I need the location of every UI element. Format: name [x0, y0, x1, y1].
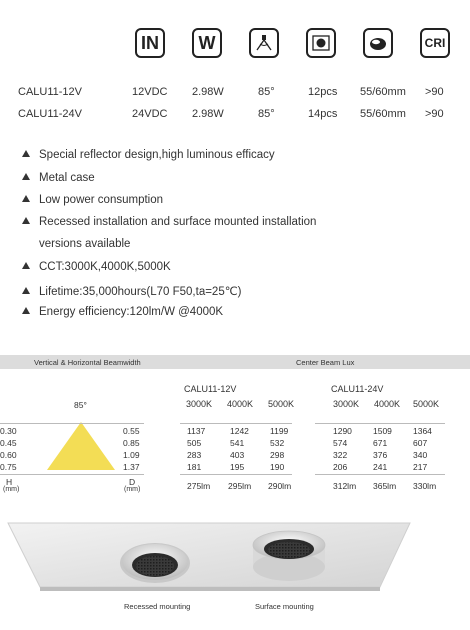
feature-item: Metal case [22, 172, 95, 184]
bullet-triangle-icon [22, 307, 30, 314]
beam-angle-label: 85° [74, 400, 87, 410]
beamwidth-header: Vertical & Horizontal Beamwidth [34, 358, 141, 367]
bullet-triangle-icon [22, 173, 30, 180]
surface-fixture-icon [253, 531, 325, 581]
lux-value: 283 [187, 450, 202, 460]
spec-row [0, 86, 470, 102]
lux-value: 195 [230, 462, 245, 472]
lux-value: 1242 [230, 426, 249, 436]
lumen-value: 330lm [413, 481, 437, 491]
lux-value: 322 [333, 450, 348, 460]
lux-value: 574 [333, 438, 348, 448]
h-value: 0.75 [0, 462, 17, 472]
h-value: 0.45 [0, 438, 17, 448]
lux-value: 1199 [270, 426, 289, 436]
row-divider [180, 474, 292, 475]
bullet-triangle-icon [22, 262, 30, 269]
d-value: 1.37 [123, 462, 140, 472]
d-label: D [129, 477, 136, 487]
row-divider [0, 423, 144, 424]
feature-item: Recessed installation and surface mounted installation [22, 216, 316, 228]
recessed-fixture-icon [120, 543, 190, 583]
beam-angle-icon [249, 28, 279, 58]
spec-model: CALU11-24V [18, 108, 82, 120]
cri-icon: CRI [420, 28, 450, 58]
lumen-value: 275lm [187, 481, 211, 491]
spec-leds: 12pcs [308, 86, 338, 98]
row-divider [0, 474, 144, 475]
spec-angle: 85° [258, 108, 275, 120]
feature-item: CCT:3000K,4000K,5000K [22, 261, 171, 273]
spec-power: 2.98W [192, 108, 224, 120]
lux-value: 505 [187, 438, 202, 448]
lumen-value: 312lm [333, 481, 357, 491]
row-divider [180, 423, 292, 424]
spec-cri: >90 [425, 108, 444, 120]
beam-table-header-band [0, 355, 470, 369]
center-lux-header: Center Beam Lux [296, 358, 355, 367]
d-value: 0.85 [123, 438, 140, 448]
cct-icon [363, 28, 393, 58]
lux-value: 190 [270, 462, 285, 472]
feature-item: Energy efficiency:120lm/W @4000K [22, 306, 223, 318]
spec-power: 2.98W [192, 86, 224, 98]
spec-cri: >90 [425, 86, 444, 98]
cct-header: 3000K [333, 399, 360, 409]
lux-value: 1290 [333, 426, 352, 436]
spec-voltage: 24VDC [132, 108, 168, 120]
in-icon: IN [135, 28, 165, 58]
h-unit: (mm) [3, 486, 20, 493]
row-divider [315, 423, 445, 424]
feature-item-continuation: versions available [39, 238, 131, 250]
bullet-triangle-icon [22, 217, 30, 224]
spec-angle: 85° [258, 86, 275, 98]
spec-model: CALU11-12V [18, 86, 82, 98]
lux-value: 181 [187, 462, 202, 472]
bullet-triangle-icon [22, 195, 30, 202]
d-unit: (mm) [124, 486, 141, 493]
h-label: H [6, 477, 13, 487]
h-value: 0.60 [0, 450, 17, 460]
bullet-triangle-icon [22, 150, 30, 157]
lux-value: 532 [270, 438, 285, 448]
lux-value: 1137 [187, 426, 206, 436]
spec-leds: 14pcs [308, 108, 338, 120]
group-model-label: CALU11-12V [184, 384, 237, 394]
spec-size: 55/60mm [360, 86, 406, 98]
feature-item: Low power consumption [22, 194, 163, 206]
h-value: 0.30 [0, 426, 17, 436]
spec-size: 55/60mm [360, 108, 406, 120]
row-divider [315, 474, 445, 475]
cct-header: 5000K [413, 399, 440, 409]
feature-item: Lifetime:35,000hours(L70 F50,ta=25℃) [22, 284, 241, 298]
lux-value: 1509 [373, 426, 392, 436]
led-chip-icon [306, 28, 336, 58]
lumen-value: 295lm [228, 481, 252, 491]
mounting-illustration [0, 505, 470, 630]
lux-value: 1364 [413, 426, 432, 436]
lux-value: 541 [230, 438, 245, 448]
lux-value: 298 [270, 450, 285, 460]
recessed-mounting-label: Recessed mounting [124, 602, 191, 611]
lux-value: 241 [373, 462, 388, 472]
d-value: 0.55 [123, 426, 140, 436]
watt-icon: W [192, 28, 222, 58]
feature-item: Special reflector design,high luminous efficacy [22, 149, 275, 161]
cct-header: 3000K [186, 399, 213, 409]
lux-value: 403 [230, 450, 245, 460]
lumen-value: 290lm [268, 481, 292, 491]
lux-value: 340 [413, 450, 428, 460]
cct-header: 4000K [227, 399, 254, 409]
lumen-value: 365lm [373, 481, 397, 491]
spec-row [0, 108, 470, 124]
lux-value: 607 [413, 438, 428, 448]
cct-header: 5000K [268, 399, 295, 409]
lux-value: 376 [373, 450, 388, 460]
bullet-triangle-icon [22, 287, 30, 294]
lux-value: 217 [413, 462, 428, 472]
lux-value: 206 [333, 462, 348, 472]
lux-value: 671 [373, 438, 388, 448]
d-value: 1.09 [123, 450, 140, 460]
group-model-label: CALU11-24V [331, 384, 384, 394]
surface-mounting-label: Surface mounting [255, 602, 314, 611]
spec-voltage: 12VDC [132, 86, 168, 98]
cct-header: 4000K [374, 399, 401, 409]
